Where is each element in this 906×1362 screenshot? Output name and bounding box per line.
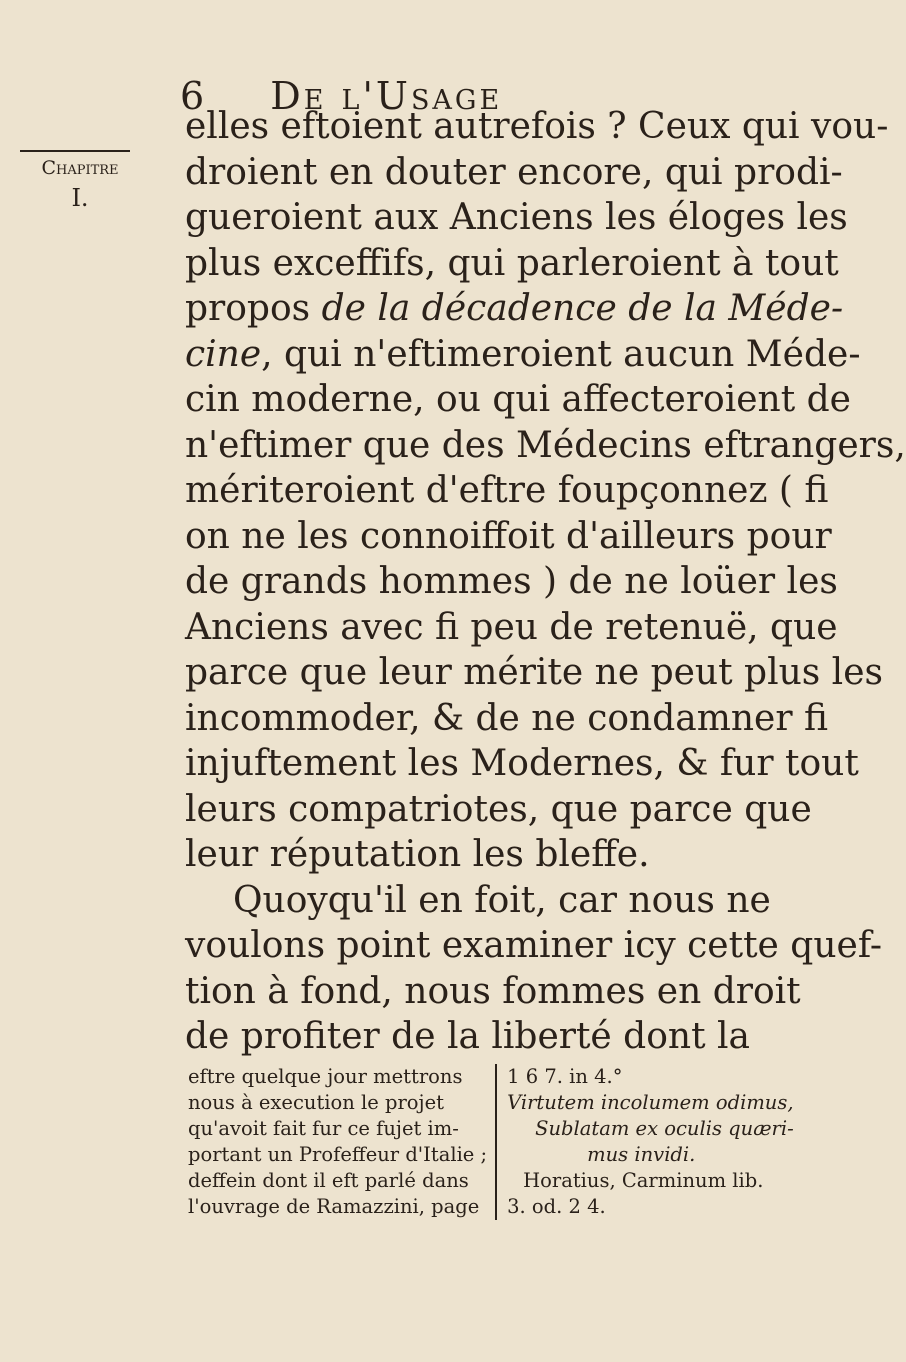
body-line: de profiter de la liberté dont la xyxy=(185,1016,750,1057)
chapter-number: I. xyxy=(71,184,89,212)
body-line: mériteroient d'eftre foupçonnez ( fi xyxy=(185,470,829,511)
footnote-quote-line: Sublatam ex oculis quæri- xyxy=(535,1117,794,1140)
italic-word: cine xyxy=(185,333,262,375)
body-line: leurs compatriotes, que parce que xyxy=(185,788,812,830)
page-number: 6 xyxy=(180,74,208,118)
body-line-prefix: propos xyxy=(185,288,322,329)
body-line: voulons point examiner icy cette quef- xyxy=(185,925,883,966)
body-line: plus exceffifs, qui parleroient à tout xyxy=(185,242,839,284)
footnote-line: l'ouvrage de Ramazzini, page xyxy=(188,1195,480,1218)
body-line: on ne les connoiffoit d'ailleurs pour xyxy=(185,515,832,557)
footnote-line: portant un Profeffeur d'Italie ; xyxy=(188,1143,488,1166)
footnote-line: nous à execution le projet xyxy=(188,1091,444,1114)
body-line: cin moderne, ou qui affecteroient de xyxy=(185,379,851,420)
running-title: De l'Usage xyxy=(270,74,503,118)
italic-phrase: de la décadence de la Méde- xyxy=(321,288,844,329)
body-line: Anciens avec fi peu de retenuë, que xyxy=(185,606,838,648)
footnote-quote-line: Virtutem incolumem odimus, xyxy=(507,1091,794,1114)
footnote-line: qu'avoit fait fur ce fujet im- xyxy=(188,1117,459,1140)
body-line-italic xyxy=(185,286,844,332)
body-line: gueroient aux Anciens les éloges les xyxy=(185,197,848,238)
body-line: parce que leur mérite ne peut plus les xyxy=(185,652,883,693)
body-line: elles eftoient autrefois ? Ceux qui vou- xyxy=(185,106,889,147)
footnote-quote-line: mus invidi. xyxy=(587,1143,696,1166)
footnote-right-column xyxy=(497,1064,794,1220)
body-line: droient en douter encore, qui prodi- xyxy=(185,151,843,193)
footnotes xyxy=(188,1064,794,1220)
footnote-line: eftre quelque jour mettrons xyxy=(188,1065,463,1088)
body-line-rest: , qui n'eftimeroient aucun Méde- xyxy=(261,333,861,375)
body-line: leur réputation les bleffe. xyxy=(185,834,650,875)
body-text xyxy=(185,104,906,1060)
body-line-italic xyxy=(185,332,861,378)
body-line: tion à fond, nous fommes en droit xyxy=(185,970,801,1012)
margin-rule xyxy=(20,150,130,152)
footnote-citation: Horatius, Carminum lib. xyxy=(523,1169,764,1192)
footnote-citation: 3. od. 2 4. xyxy=(507,1195,606,1218)
footnote-line: 1 6 7. in 4.° xyxy=(507,1065,623,1088)
footnote-line: deffein dont il eft parlé dans xyxy=(188,1169,469,1192)
body-line: injuftement les Modernes, & fur tout xyxy=(185,743,859,784)
body-line: de grands hommes ) de ne loüer les xyxy=(185,561,838,602)
body-line: incommoder, & de ne condamner fi xyxy=(185,697,829,739)
body-line: n'eftimer que des Médecins eftrangers, xyxy=(185,424,906,466)
chapter-label: Chapitre xyxy=(41,157,119,179)
footnote-left-column xyxy=(188,1064,497,1220)
margin-note xyxy=(20,150,140,210)
paragraph-start: Quoyqu'il en foit, car nous ne xyxy=(233,879,771,921)
